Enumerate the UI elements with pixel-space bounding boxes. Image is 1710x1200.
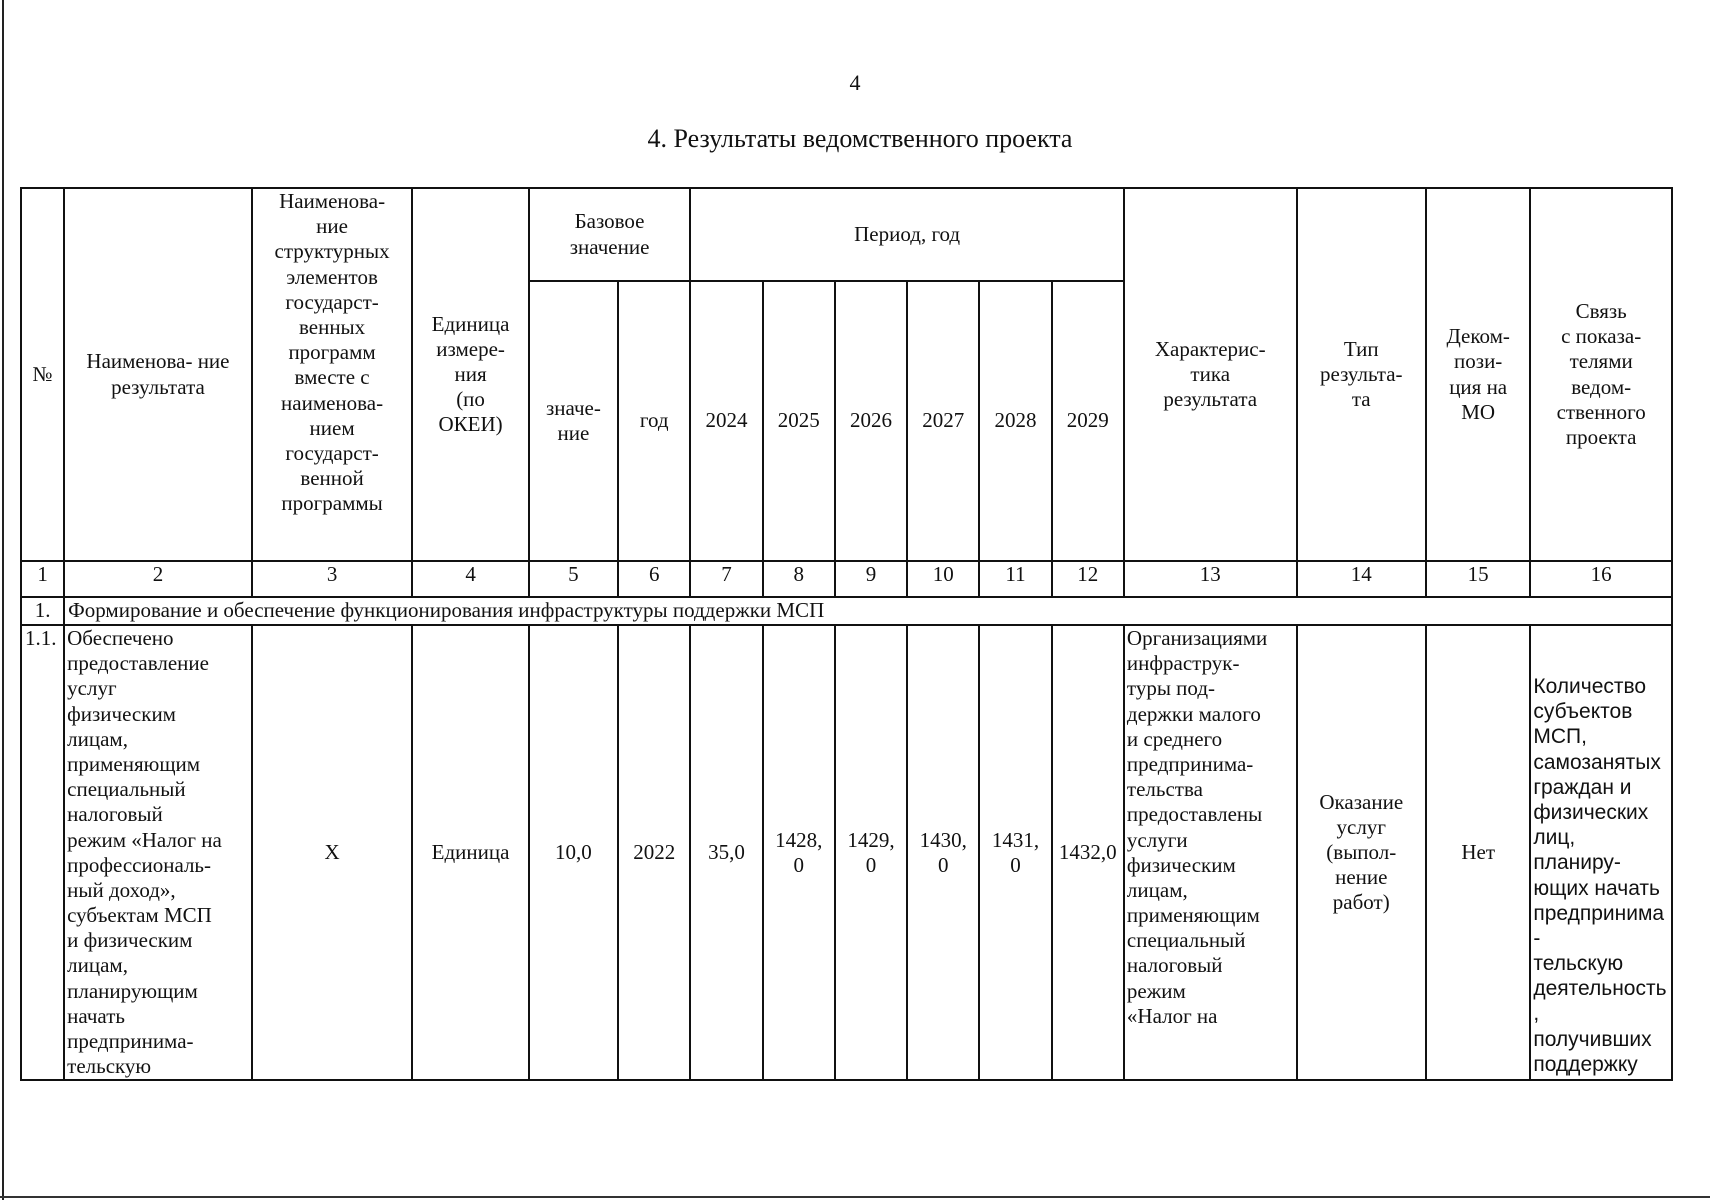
- page-left-edge: [2, 0, 4, 1200]
- column-number: 4: [412, 561, 528, 597]
- header-year-2026: 2026: [835, 281, 907, 561]
- header-result-type: Тип результа- та: [1297, 188, 1426, 561]
- header-base-value-year: год: [618, 281, 690, 561]
- section-row: [21, 597, 1672, 625]
- header-year-2029: 2029: [1052, 281, 1124, 561]
- table-row: [21, 625, 1672, 1080]
- header-base-value: Базовое значение: [529, 188, 691, 281]
- row-characteristic: Организациями инфраструк- туры под- держки малого и среднего предпринима- тельства предоставлены услуги физическим лицам, применяющим специальный налоговый режим «Налог на: [1124, 625, 1297, 1080]
- section-number: 1.: [21, 597, 64, 625]
- row-unit: Единица: [412, 625, 528, 1080]
- row-value-2025: 1428, 0: [763, 625, 835, 1080]
- header-year-2025: 2025: [763, 281, 835, 561]
- column-number: 10: [907, 561, 979, 597]
- header-unit: Единица измере- ния (по ОКЕИ): [412, 188, 528, 561]
- row-link: Количество субъектов МСП, самозанятых граждан и физических лиц, планиру- ющих начать предпринима- тельскую деятельность, получивших поддержку: [1530, 625, 1672, 1080]
- row-decomposition: Нет: [1426, 625, 1530, 1080]
- row-value-2024: 35,0: [690, 625, 762, 1080]
- column-number: 12: [1052, 561, 1124, 597]
- row-value-2028: 1431, 0: [979, 625, 1051, 1080]
- header-result-name: Наименова- ние результата: [64, 188, 252, 561]
- row-value-2026: 1429, 0: [835, 625, 907, 1080]
- column-number: 2: [64, 561, 252, 597]
- header-period: Период, год: [690, 188, 1124, 281]
- header-year-2028: 2028: [979, 281, 1051, 561]
- header-link: Связь с показа- телями ведом- ственного проекта: [1530, 188, 1672, 561]
- column-number: 1: [21, 561, 64, 597]
- column-number: 14: [1297, 561, 1426, 597]
- row-base-year: 2022: [618, 625, 690, 1080]
- header-structural-elements: Наименова- ние структурных элементов государст- венных программ вместе с наименова- нием государст- венной программы: [252, 188, 413, 561]
- column-number: 7: [690, 561, 762, 597]
- header-base-value-value: значе- ние: [529, 281, 618, 561]
- page-title: 4. Результаты ведомственного проекта: [647, 124, 1073, 153]
- row-base-value: 10,0: [529, 625, 618, 1080]
- row-result-type: Оказание услуг (выпол- нение работ): [1297, 625, 1426, 1080]
- page-number: 4: [849, 70, 861, 95]
- column-number: 15: [1426, 561, 1530, 597]
- column-number: 3: [252, 561, 413, 597]
- row-number: 1.1.: [21, 625, 64, 1080]
- column-number: 9: [835, 561, 907, 597]
- header-row-1: [21, 188, 1672, 281]
- header-year-2027: 2027: [907, 281, 979, 561]
- header-no: №: [21, 188, 64, 561]
- row-value-2027: 1430, 0: [907, 625, 979, 1080]
- column-number: 13: [1124, 561, 1297, 597]
- column-number: 11: [979, 561, 1051, 597]
- header-characteristic: Характерис- тика результата: [1124, 188, 1297, 561]
- header-decomposition: Деком- пози- ция на МО: [1426, 188, 1530, 561]
- section-title: Формирование и обеспечение функционирования инфраструктуры поддержки МСП: [64, 597, 1672, 625]
- results-table: [20, 187, 1673, 1081]
- row-result-name: Обеспечено предоставление услуг физическим лицам, применяющим специальный налоговый режим «Налог на профессиональ- ный доход», субъектам МСП и физическим лицам, планирующим начать предпринима- тельскую: [64, 625, 252, 1080]
- column-number: 16: [1530, 561, 1672, 597]
- row-structural-element: Х: [252, 625, 413, 1080]
- column-number-row: [21, 561, 1672, 597]
- header-year-2024: 2024: [690, 281, 762, 561]
- column-number: 5: [529, 561, 618, 597]
- column-number: 8: [763, 561, 835, 597]
- page-bottom-edge: [0, 1196, 1710, 1198]
- row-value-2029: 1432,0: [1052, 625, 1124, 1080]
- column-number: 6: [618, 561, 690, 597]
